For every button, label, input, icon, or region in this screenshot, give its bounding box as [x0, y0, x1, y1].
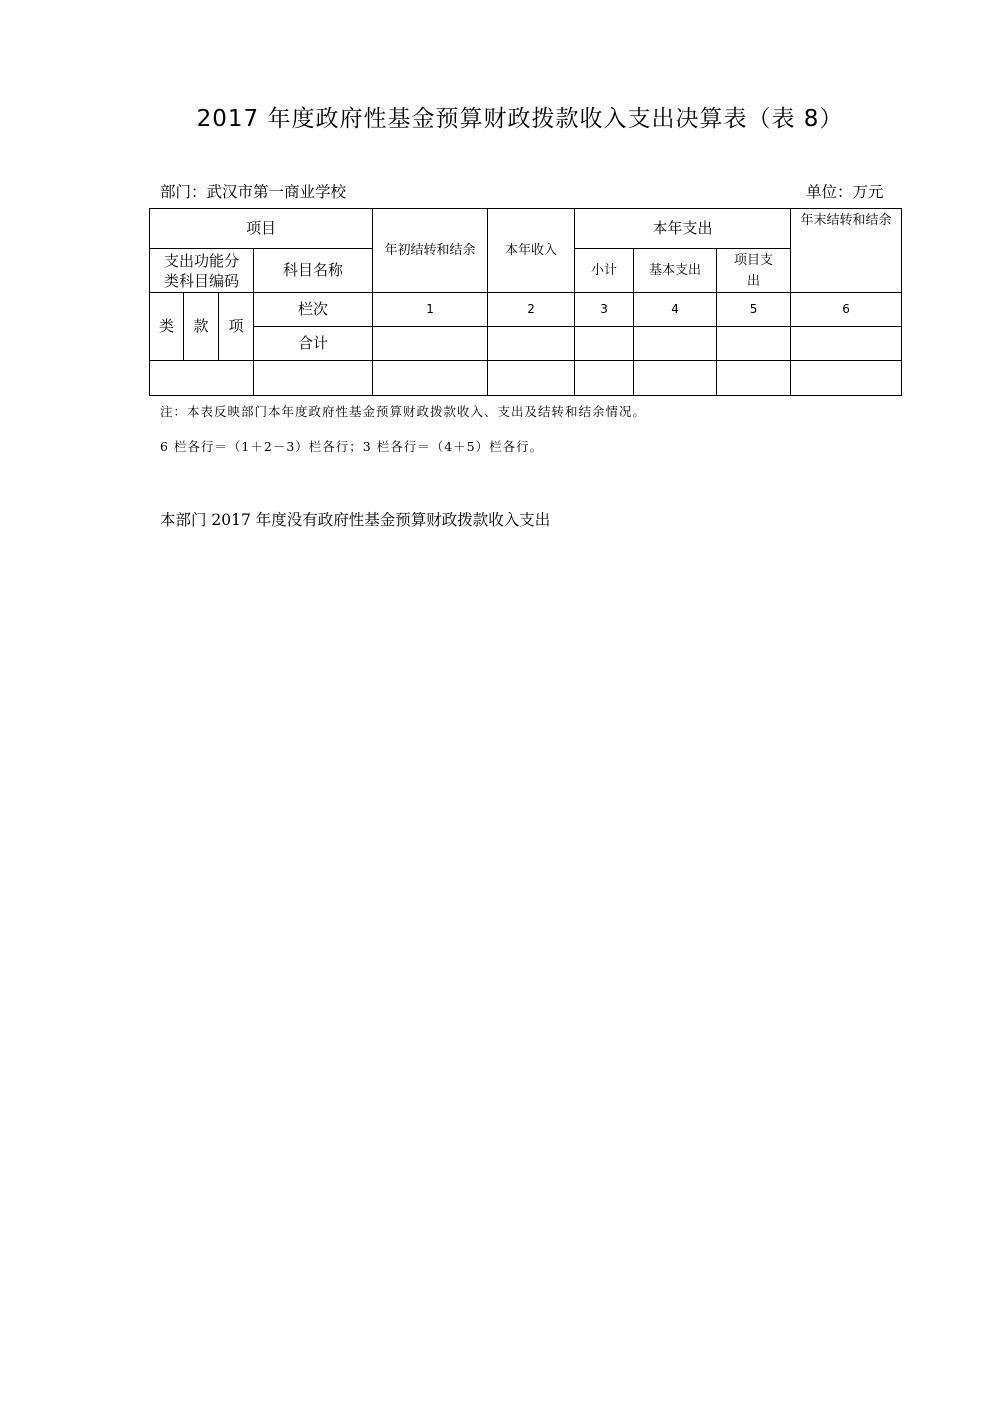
- empty-cell-4: [634, 361, 717, 396]
- empty-cell-2: [488, 361, 575, 396]
- header-xiang: 项: [219, 293, 254, 361]
- header-kuan: 款: [184, 293, 219, 361]
- header-xiangmu: 项目: [150, 209, 373, 249]
- lanci-col-5: 5: [717, 293, 791, 327]
- header-income: 本年收入: [488, 209, 575, 293]
- header-subtotal: 小计: [575, 249, 634, 293]
- department-label: 部门：武汉市第一商业学校: [160, 183, 347, 201]
- lanci-col-2: 2: [488, 293, 575, 327]
- lanci-col-4: 4: [634, 293, 717, 327]
- total-cell-1: [373, 327, 488, 361]
- header-kemu-name: 科目名称: [254, 249, 373, 293]
- page-title: 2017 年度政府性基金预算财政拨款收入支出决算表（表 8）: [196, 106, 844, 132]
- unit-label: 单位：万元: [806, 183, 884, 201]
- total-cell-5: [717, 327, 791, 361]
- header-nianchu: 年初结转和结余: [373, 209, 488, 293]
- total-cell-4: [634, 327, 717, 361]
- total-cell-3: [575, 327, 634, 361]
- total-cell-2: [488, 327, 575, 361]
- lanci-col-1: 1: [373, 293, 488, 327]
- table-row-empty: [150, 361, 902, 396]
- empty-cell-name: [254, 361, 373, 396]
- empty-cell-3: [575, 361, 634, 396]
- budget-table: [149, 208, 902, 396]
- lanci-col-3: 3: [575, 293, 634, 327]
- lanci-label: 栏次: [254, 293, 373, 327]
- header-expense: 本年支出: [575, 209, 791, 249]
- formula-note: 6 栏各行＝（1＋2－3）栏各行；3 栏各行＝（4＋5）栏各行。: [160, 439, 544, 454]
- header-basic: 基本支出: [634, 249, 717, 293]
- lanci-col-6: 6: [791, 293, 902, 327]
- table-note: 注：本表反映部门本年度政府性基金预算财政拨款收入、支出及结转和结余情况。: [160, 404, 647, 419]
- empty-cell-1: [373, 361, 488, 396]
- no-data-statement: 本部门 2017 年度没有政府性基金预算财政拨款收入支出: [160, 511, 551, 529]
- empty-cell-5: [717, 361, 791, 396]
- header-project: 项目支出: [717, 249, 791, 293]
- empty-cell-6: [791, 361, 902, 396]
- total-cell-6: [791, 327, 902, 361]
- header-kemu-code: 支出功能分类科目编码: [150, 249, 254, 293]
- total-label: 合计: [254, 327, 373, 361]
- empty-cell-code: [150, 361, 254, 396]
- header-lei: 类: [150, 293, 184, 361]
- header-nianmo: 年末结转和结余: [791, 209, 902, 293]
